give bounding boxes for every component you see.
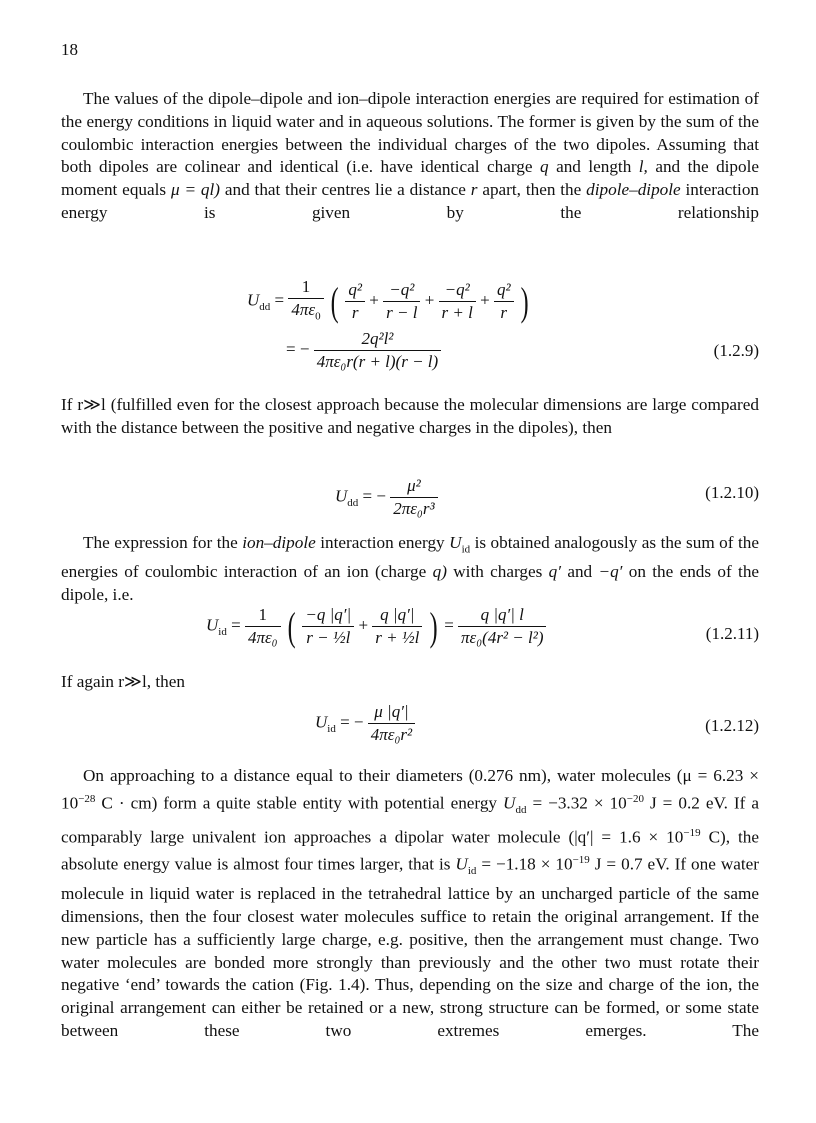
eq-lhs-sub: dd <box>259 301 271 313</box>
symbol-sub: id <box>467 865 477 878</box>
text-run: The values of the dipole–dipole and ion–dipole interaction energies are required for estimation of the energy conditions in liquid water and in aqueous solutions. The former is given by the sum of the coulombic interaction energies between the individual charges of the two dipoles. Assuming that both dipoles are colinear and identical (i.e. have identical charge <box>61 89 759 177</box>
text-run: and that their centres lie a distance <box>224 180 466 200</box>
equation-1-2-9-line2 <box>286 329 441 372</box>
prefactor-fraction <box>245 605 281 648</box>
symbol-r: r <box>470 180 478 200</box>
equation-number: (1.2.10) <box>705 483 759 502</box>
eq-equals: = <box>444 615 454 635</box>
eq-equals-minus: = − <box>286 339 310 359</box>
symbol-q: q <box>540 157 549 177</box>
term-2-fraction <box>383 280 420 323</box>
term-4-fraction <box>494 280 514 323</box>
equation-number: (1.2.9) <box>713 341 759 360</box>
frac-num: −q² <box>439 280 476 302</box>
term-1-fraction <box>345 280 365 323</box>
frac-den: r <box>500 303 508 323</box>
exponent: −19 <box>572 854 590 867</box>
exponent: −20 <box>626 792 644 805</box>
text-run: and the dipole moment equals <box>61 157 760 200</box>
prefactor-fraction <box>288 277 323 326</box>
text-run: with charges <box>453 562 543 582</box>
text-run: interaction energy <box>320 533 445 552</box>
text-run: = −3.32 × 10 <box>532 793 627 813</box>
text-run: and length <box>556 157 632 177</box>
symbol-q-prime: q′ <box>548 562 561 582</box>
term-ion-dipole: ion–dipole <box>242 533 316 552</box>
result-fraction <box>314 329 442 372</box>
symbol-u: U <box>503 793 516 813</box>
frac-num: 2q²l² <box>314 329 442 351</box>
dipole-moment-expr: μ = ql) <box>170 180 221 200</box>
right-paren: ) <box>429 603 438 649</box>
term-1-fraction <box>302 605 354 648</box>
frac-den: r − l <box>386 303 418 323</box>
plus-sign: + <box>369 290 379 310</box>
plus-sign: + <box>358 615 369 635</box>
left-paren: ( <box>287 603 296 649</box>
frac-den: 2πε₀r³ <box>393 499 435 518</box>
page-number: 18 <box>61 40 78 59</box>
eq-lhs-sub: dd <box>347 496 359 509</box>
frac-num: 1 <box>288 277 323 299</box>
equation-number: (1.2.12) <box>705 716 759 735</box>
text-run: On approaching to a distance equal to their diameters (0.276 nm), water molecules (μ = 6.23 × 10 <box>61 766 759 813</box>
term-3-fraction <box>439 280 476 323</box>
text-run: J = 0.2 eV. If a comparably large univalent ion approaches a dipolar water molecule (|q′| = 1.6 × 10 <box>61 793 760 847</box>
paragraph-intro <box>61 88 759 225</box>
frac-num: q² <box>345 280 365 302</box>
frac-den: 4πε₀r² <box>370 725 413 744</box>
eq-lhs: U <box>335 486 348 506</box>
paragraph-condition: If r≫l (fulfilled even for the closest approach because the molecular dimensions are large compared with the distance between the positive and negative charges in the dipoles), then <box>61 395 759 437</box>
frac-den: πε₀(4r² − l²) <box>461 628 544 647</box>
text-run: C), the absolute energy value is almost four times larger, that is <box>61 827 760 875</box>
frac-num: 1 <box>245 605 281 627</box>
text-run: J = 0.7 eV. If one water molecule in liquid water is replaced in the tetrahedral lattice by an uncharged particle of the same dimensions, then the four closest water molecules suffice to retain the original arrangement. If the new particle has a sufficiently large charge, e.g. positive, then the arrangement must change. Two water molecules are bonded more strongly than previously and the other two must rotate their negative ‘end’ towards the cation (Fig. 1.4). Thus, depending on the size and charge of the ion, the original arrangement can either be retained or a new, strong structure can be formed, or some state between these two extremes emerges. The <box>61 855 759 1041</box>
paragraph-water-molecules <box>61 765 759 1043</box>
symbol-sub: id <box>461 543 471 556</box>
frac-num: μ² <box>390 476 437 498</box>
equation-number: (1.2.11) <box>705 624 759 643</box>
eq-equals-minus: = − <box>362 486 386 506</box>
frac-den-sub: 0 <box>315 310 321 323</box>
exponent: −28 <box>78 792 96 805</box>
symbol-u: U <box>449 533 462 552</box>
frac-num: q |q′| l <box>458 605 546 627</box>
plus-sign: + <box>424 290 435 310</box>
text-run: interaction energy is given by the relationship <box>61 180 760 222</box>
text-run: and <box>567 562 593 582</box>
text-run: on the ends of the dipole, i.e. <box>61 562 760 605</box>
paragraph-ion-dipole <box>61 532 759 607</box>
eq-lhs: U <box>206 615 219 635</box>
frac-den-text: 4πε <box>291 300 316 319</box>
left-paren: ( <box>330 278 339 324</box>
frac-num: −q |q′| <box>302 605 354 627</box>
text-run: = −1.18 × 10 <box>481 855 573 875</box>
text-run: is obtained analogously as the sum of the energies of coulombic interaction of an ion (charge <box>61 533 759 582</box>
eq-equals: = <box>274 290 285 310</box>
frac-den: r − ½l <box>306 628 351 647</box>
term-2-fraction <box>372 605 422 648</box>
symbol-minus-q-prime: −q′ <box>598 562 623 582</box>
eq-equals: = <box>231 615 241 635</box>
equation-1-2-11 <box>206 605 546 648</box>
result-fraction <box>390 476 437 519</box>
symbol-l: l, <box>638 157 648 177</box>
symbol-sub: dd <box>515 803 527 816</box>
exponent: −19 <box>683 826 701 839</box>
symbol-q: q) <box>432 562 447 582</box>
equation-1-2-10 <box>335 476 438 519</box>
eq-equals-minus: = − <box>340 712 364 732</box>
equation-1-2-12 <box>315 702 415 745</box>
eq-lhs-sub: id <box>218 625 227 638</box>
result-fraction <box>458 605 546 648</box>
frac-den: 4πε₀r(r + l)(r − l) <box>316 352 439 371</box>
result-fraction <box>368 702 415 745</box>
text-run: C · cm) form a quite stable entity with potential energy <box>101 793 498 813</box>
term-dipole-dipole: dipole–dipole <box>586 180 681 200</box>
eq-lhs: U <box>315 712 328 732</box>
symbol-u: U <box>455 855 468 875</box>
frac-num: −q² <box>383 280 420 302</box>
frac-num: q² <box>494 280 514 302</box>
frac-den: r + ½l <box>375 628 420 647</box>
paragraph-again: If again r≫l, then <box>61 672 185 691</box>
frac-den: r + l <box>441 303 473 323</box>
plus-sign: + <box>480 290 490 310</box>
frac-num: q |q′| <box>372 605 422 627</box>
text-run: apart, then the <box>482 180 582 200</box>
right-paren: ) <box>520 278 529 324</box>
frac-den: 4πε₀ <box>247 628 278 647</box>
frac-den <box>288 299 323 326</box>
text-run: The expression for the <box>83 533 238 552</box>
eq-lhs: U <box>247 290 260 310</box>
equation-1-2-9-line1 <box>247 277 531 326</box>
frac-num: μ |q′| <box>368 702 415 724</box>
eq-lhs-sub: id <box>327 722 336 735</box>
frac-den: r <box>351 303 359 323</box>
